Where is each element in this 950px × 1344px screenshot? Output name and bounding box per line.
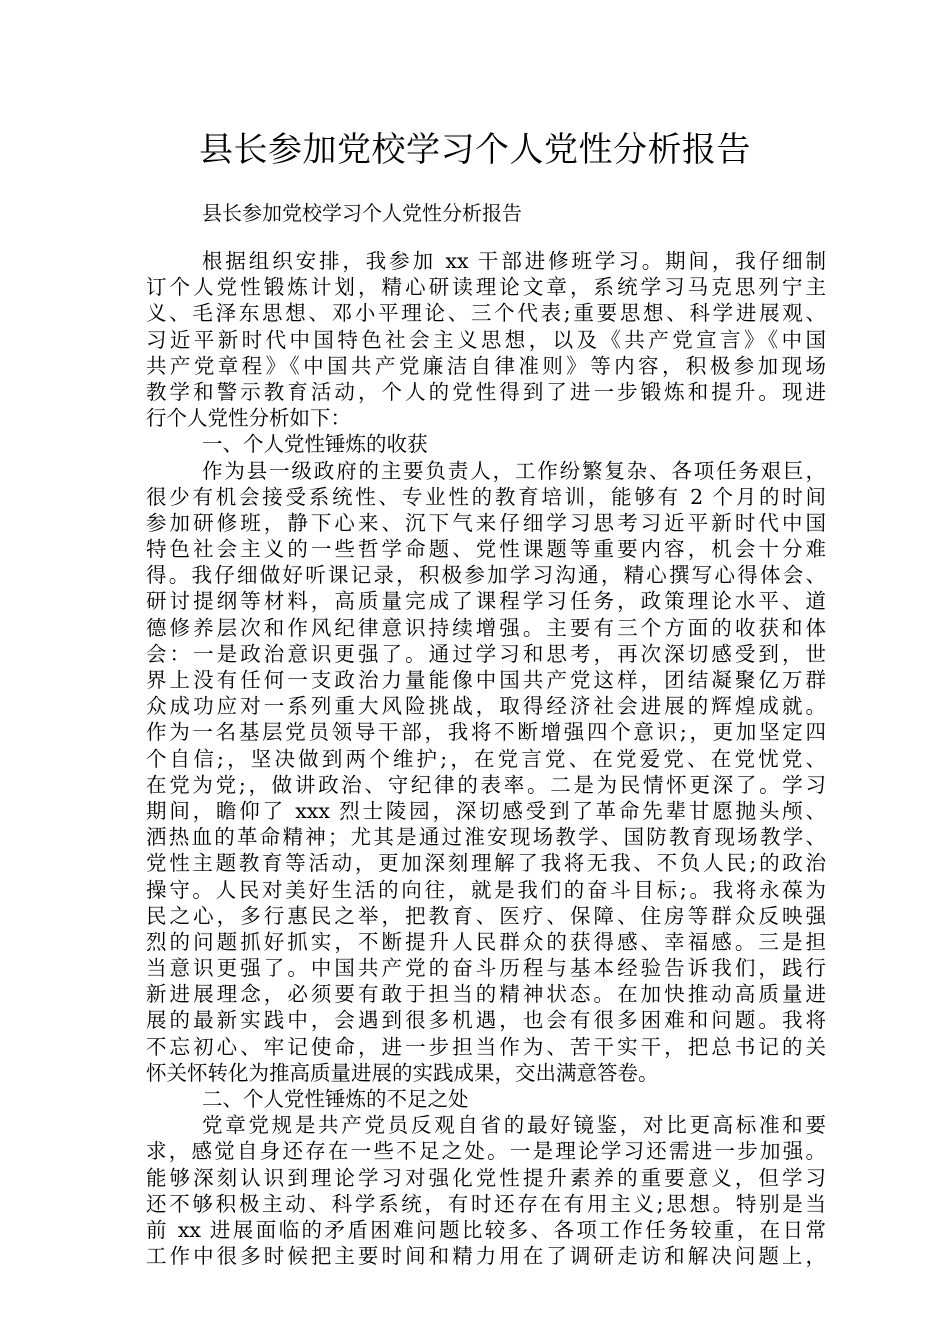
body-line: 一、个人党性锤炼的收获	[202, 432, 428, 457]
body-line: 订个人党性锻炼计划，精心研读理论文章，系统学习马克思列宁主	[146, 275, 826, 300]
body-line: 求，感觉自身还存在一些不足之处。一是理论学习还需进一步加强。	[146, 1139, 826, 1164]
document-subtitle: 县长参加党校学习个人党性分析报告	[202, 201, 522, 225]
body-line: 德修养层次和作风纪律意识持续增强。主要有三个方面的收获和体	[146, 615, 826, 640]
body-line: 二、个人党性锤炼的不足之处	[202, 1087, 469, 1111]
body-line: 作为县一级政府的主要负责人，工作纷繁复杂、各项任务艰巨，	[202, 458, 826, 483]
body-line: 众成功应对一系列重大风险挑战，取得经济社会进展的辉煌成就。	[146, 694, 826, 719]
body-line: 还不够积极主动、科学系统，有时还存在有用主义;思想。特别是当	[146, 1191, 826, 1216]
body-line: 民之心，多行惠民之举，把教育、医疗、保障、住房等群众反映强	[146, 903, 826, 928]
body-line: 共产党章程》《中国共产党廉洁自律准则》等内容，积极参加现场	[146, 353, 826, 378]
body-line: 很少有机会接受系统性、专业性的教育培训，能够有 2 个月的时间	[146, 484, 826, 509]
body-line: 特色社会主义的一些哲学命题、党性课题等重要内容，机会十分难	[146, 537, 826, 562]
body-line: 研讨提纲等材料，高质量完成了课程学习任务，政策理论水平、道	[146, 589, 826, 614]
body-line: 前 xx 进展面临的矛盾困难问题比较多、各项工作任务较重，在日常	[146, 1217, 826, 1242]
body-line: 洒热血的革命精神；尤其是通过淮安现场教学、国防教育现场教学、	[146, 825, 826, 850]
body-line: 义、毛泽东思想、邓小平理论、三个代表;重要思想、科学进展观、	[146, 301, 826, 326]
body-line: 习近平新时代中国特色社会主义思想，以及《共产党宣言》《中国	[146, 327, 826, 352]
body-line: 参加研修班，静下心来、沉下气来仔细学习思考习近平新时代中国	[146, 510, 826, 535]
body-line: 当意识更强了。中国共产党的奋斗历程与基本经验告诉我们，践行	[146, 956, 826, 981]
body-line: 烈的问题抓好抓实，不断提升人民群众的获得感、幸福感。三是担	[146, 929, 826, 954]
body-line: 得。我仔细做好听课记录，积极参加学习沟通，精心撰写心得体会、	[146, 563, 826, 588]
body-line: 工作中很多时候把主要时间和精力用在了调研走访和解决问题上，	[146, 1244, 826, 1269]
body-line: 操守。人民对美好生活的向往，就是我们的奋斗目标;。我将永葆为	[146, 877, 826, 902]
body-line: 教学和警示教育活动，个人的党性得到了进一步锻炼和提升。现进	[146, 379, 826, 404]
body-line: 能够深刻认识到理论学习对强化党性提升素养的重要意义，但学习	[146, 1165, 826, 1190]
body-line: 不忘初心、牢记使命，进一步担当作为、苦干实干，把总书记的关	[146, 1034, 826, 1059]
body-line: 在党为党;，做讲政治、守纪律的表率。二是为民情怀更深了。学习	[146, 772, 826, 797]
body-line: 怀关怀转化为推高质量进展的实践成果，交出满意答卷。	[146, 1060, 659, 1085]
body-line: 个自信;，坚决做到两个维护;，在党言党、在党爱党、在党忧党、	[146, 746, 826, 771]
body-line: 根据组织安排，我参加 xx 干部进修班学习。期间，我仔细制	[202, 249, 826, 273]
body-line: 展的最新实践中，会遇到很多机遇，也会有很多困难和问题。我将	[146, 1008, 826, 1033]
document-title: 县长参加党校学习个人党性分析报告	[199, 130, 751, 170]
body-line: 党章党规是共产党员反观自省的最好镜鉴，对比更高标准和要	[202, 1113, 826, 1138]
body-line: 界上没有任何一支政治力量能像中国共产党这样，团结凝聚亿万群	[146, 668, 826, 692]
body-line: 会：一是政治意识更强了。通过学习和思考，再次深切感受到，世	[146, 641, 826, 666]
body-line: 新进展理念，必须要有敢于担当的精神状态。在加快推动高质量进	[146, 982, 826, 1007]
body-line: 作为一名基层党员领导干部，我将不断增强四个意识;，更加坚定四	[146, 720, 826, 745]
document-body	[146, 248, 826, 1269]
body-line: 党性主题教育等活动，更加深刻理解了我将无我、不负人民;的政治	[146, 851, 826, 876]
body-line: 行个人党性分析如下：	[146, 406, 351, 431]
body-line: 期间，瞻仰了 xxx 烈士陵园，深切感受到了革命先辈甘愿抛头颅、	[146, 798, 826, 823]
